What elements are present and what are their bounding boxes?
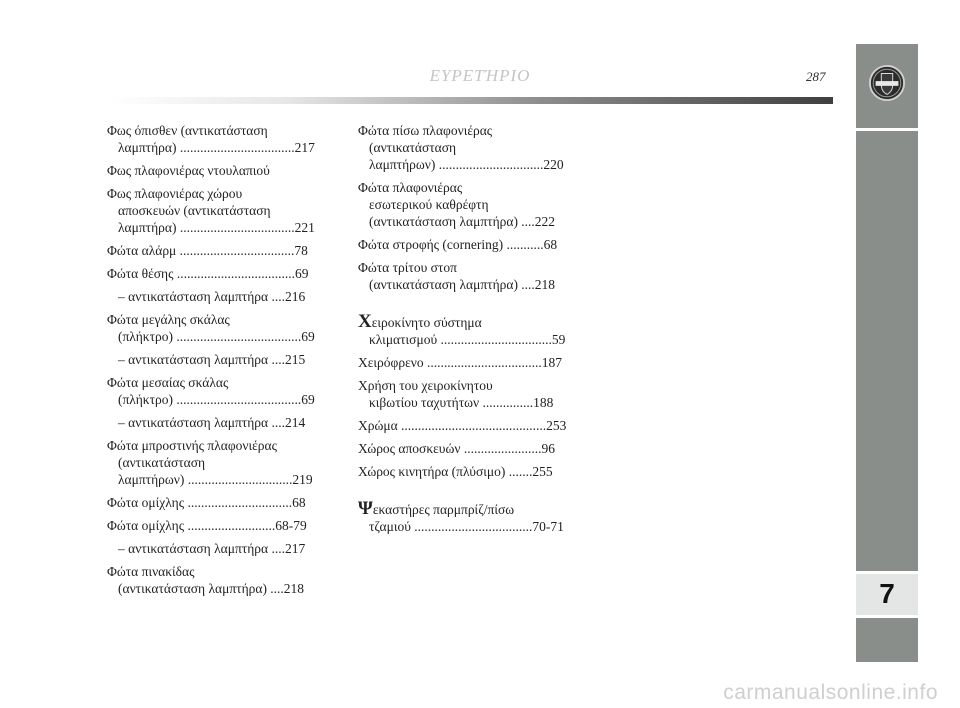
- chapter-number: 7: [879, 578, 895, 609]
- index-entry: [358, 122, 598, 173]
- index-entry: [358, 463, 598, 480]
- index-entry-line: Φώτα ομίχλης ..........................68-79: [107, 518, 307, 533]
- index-entry: [107, 122, 347, 156]
- index-entry: [107, 311, 347, 345]
- index-entry: [358, 500, 598, 535]
- index-entry: [358, 313, 598, 348]
- index-entry-line: Φώτα μεγάλης σκάλας: [107, 312, 230, 327]
- index-column-1: [107, 122, 347, 603]
- index-entry: [107, 374, 347, 408]
- index-entry: [107, 185, 347, 236]
- index-entry: [107, 517, 347, 534]
- index-entry: [358, 417, 598, 434]
- index-entry-line: (αντικατάσταση λαμπτήρα) ....218: [369, 277, 556, 292]
- index-entry-line: Φώτα πινακίδας: [107, 564, 195, 579]
- index-entry: [107, 437, 347, 488]
- index-entry: [107, 494, 347, 511]
- index-entry-line: Φώτα θέσης ...................................69: [107, 266, 309, 281]
- index-entry-line: (πλήκτρο) .....................................69: [118, 392, 315, 407]
- section-initial-letter: Χ: [358, 311, 372, 332]
- index-entry-line: – αντικατάσταση λαμπτήρα ....214: [118, 415, 306, 430]
- index-entry: [107, 162, 347, 179]
- index-entry-line: (πλήκτρο) .....................................69: [118, 329, 315, 344]
- index-entry-line: Φως πλαφονιέρας ντουλαπιού: [107, 163, 270, 178]
- index-entry-line: (αντικατάσταση: [118, 455, 206, 470]
- index-column-2: [358, 122, 598, 541]
- index-entry: [107, 414, 347, 431]
- index-entry: [358, 236, 598, 253]
- index-entry: [107, 351, 347, 368]
- watermark: carmanualsonline.info: [723, 681, 938, 704]
- index-entry-line: Φώτα ομίχλης ...............................68: [107, 495, 306, 510]
- index-entry: [107, 540, 347, 557]
- index-entry-line: – αντικατάσταση λαμπτήρα ....216: [118, 289, 306, 304]
- index-entry-line: – αντικατάσταση λαμπτήρα ....217: [118, 541, 306, 556]
- page-number: 287: [806, 69, 826, 84]
- index-entry-line: λαμπτήρα) ..................................221: [118, 220, 315, 235]
- section-entry-rest: εκαστήρες παρμπρίζ/πίσω: [372, 502, 515, 517]
- index-entry-line: Φώτα τρίτου στοπ: [358, 260, 457, 275]
- index-entry: [358, 179, 598, 230]
- index-entry: [107, 265, 347, 282]
- index-entry: [358, 440, 598, 457]
- section-entry-rest: ειροκίνητο σύστημα: [371, 315, 482, 330]
- index-entry-line: – αντικατάσταση λαμπτήρα ....215: [118, 352, 306, 367]
- index-entry-line: κλιματισμού .................................59: [369, 332, 566, 347]
- index-entry: [107, 563, 347, 597]
- index-entry-line: Φώτα πλαφονιέρας: [358, 180, 463, 195]
- index-entry: [107, 242, 347, 259]
- index-entry-line: τζαμιού ...................................70-71: [369, 519, 564, 534]
- index-entry: [358, 354, 598, 371]
- header-divider: [108, 97, 833, 104]
- index-entry: [358, 259, 598, 293]
- index-entry-line: [358, 313, 598, 331]
- index-entry-line: λαμπτήρα) ..................................217: [118, 140, 315, 155]
- index-entry-line: Φώτα αλάρμ ..................................78: [107, 243, 308, 258]
- sidebar-bottom-block: [856, 618, 918, 662]
- lancia-shield-icon: [868, 64, 906, 102]
- index-entry-line: (αντικατάσταση: [369, 140, 457, 155]
- index-entry-line: Χρήση του χειροκίνητου: [358, 378, 493, 393]
- index-entry-line: Χώρος κινητήρα (πλύσιμο) .......255: [358, 464, 553, 479]
- index-entry-line: εσωτερικού καθρέφτη: [369, 197, 489, 212]
- index-entry-line: Χρώμα ...........................................253: [358, 418, 567, 433]
- index-entry-line: [358, 500, 598, 518]
- index-entry-line: Φώτα στροφής (cornering) ...........68: [358, 237, 558, 252]
- header-title: ΕΥΡΕΤΉΡΙΟ: [429, 66, 531, 85]
- index-entry-line: Φώτα μπροστινής πλαφονιέρας: [107, 438, 277, 453]
- sidebar-middle-block: [856, 131, 918, 571]
- index-entry-line: αποσκευών (αντικατάσταση: [118, 203, 271, 218]
- index-entry-line: λαμπτήρων) ...............................220: [369, 157, 564, 172]
- index-entry-line: Φώτα πίσω πλαφονιέρας: [358, 123, 493, 138]
- section-initial-letter: Ψ: [358, 498, 373, 519]
- index-entry-line: Φως όπισθεν (αντικατάσταση: [107, 123, 268, 138]
- index-entry-line: (αντικατάσταση λαμπτήρα) ....222: [369, 214, 556, 229]
- index-entry-line: κιβωτίου ταχυτήτων ...............188: [369, 395, 554, 410]
- index-entry-line: Φως πλαφονιέρας χώρου: [107, 186, 243, 201]
- index-entry: [358, 377, 598, 411]
- index-entry-line: Φώτα μεσαίας σκάλας: [107, 375, 229, 390]
- index-entry: [107, 288, 347, 305]
- index-entry-line: λαμπτήρων) ...............................219: [118, 472, 313, 487]
- index-entry-line: Χώρος αποσκευών .......................96: [358, 441, 555, 456]
- index-entry-line: Χειρόφρενο ..................................187: [358, 355, 562, 370]
- index-entry-line: (αντικατάσταση λαμπτήρα) ....218: [118, 581, 305, 596]
